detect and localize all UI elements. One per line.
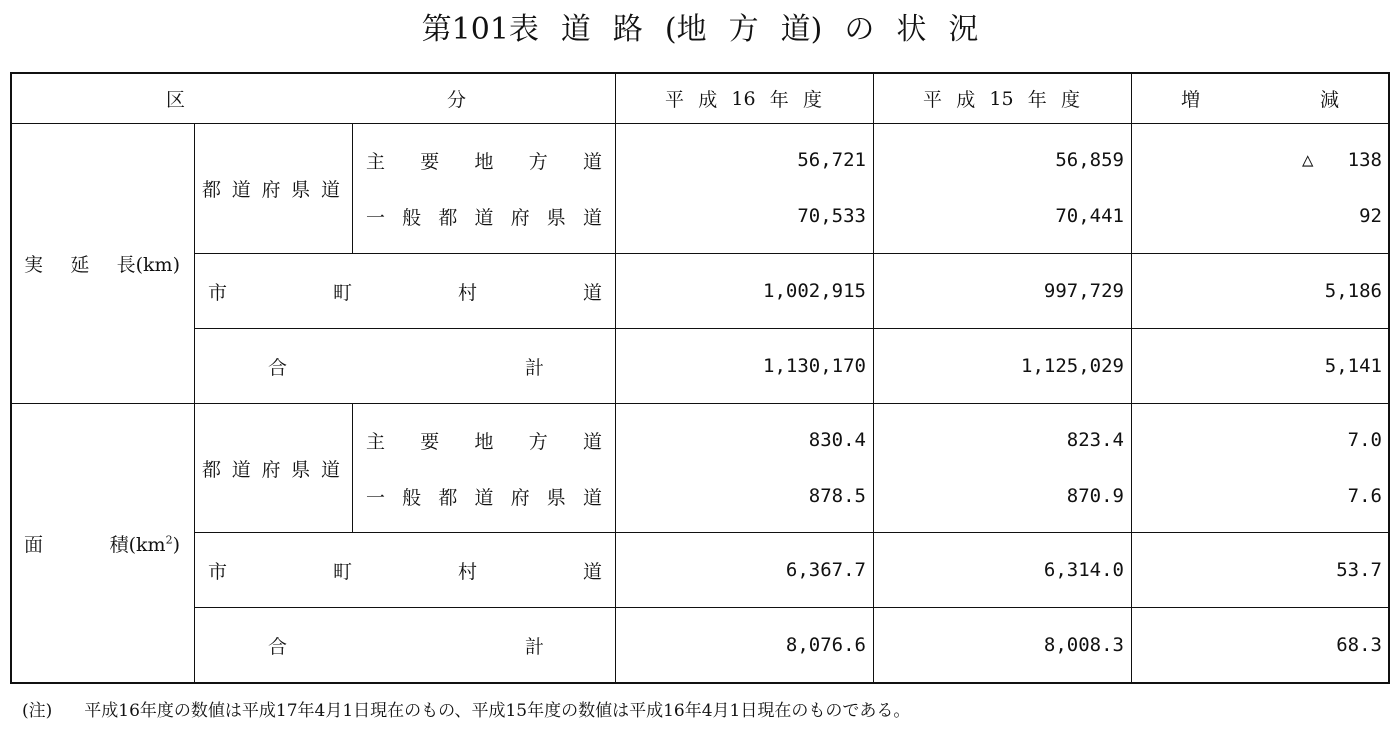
area-unit-close: ) — [172, 533, 180, 556]
table-cell-fy16: 6,367.7 — [785, 559, 866, 581]
label-char: 県 — [546, 486, 566, 509]
table-cell-change: 53.7 — [1336, 559, 1382, 581]
label-char: 道 — [582, 430, 602, 453]
general-prefectural-road-label — [366, 468, 602, 524]
title-char: 道) — [780, 12, 823, 47]
prefectural-road-label — [202, 404, 340, 532]
header-char: 度 — [1060, 89, 1080, 111]
page-title — [0, 4, 1400, 48]
label-char: 道 — [320, 458, 340, 481]
header-char: 成 — [698, 89, 718, 111]
label-char: 一 — [366, 486, 386, 509]
label-char: 方 — [528, 150, 548, 173]
label-char: 計 — [524, 635, 544, 658]
label-char: 道 — [474, 206, 494, 229]
label-char: 方 — [528, 430, 548, 453]
header-change — [1181, 74, 1339, 123]
column-divider — [352, 403, 353, 532]
label-char: 主 — [366, 430, 386, 453]
table-cell-fy15: 1,125,029 — [1021, 355, 1124, 377]
label-char: 道 — [582, 150, 602, 173]
label-char: 延 — [70, 254, 90, 276]
label-char: 府 — [261, 458, 281, 481]
header-char: 減 — [1319, 89, 1339, 111]
table-cell-change: 5,186 — [1324, 280, 1382, 302]
header-char: 増 — [1181, 89, 1201, 111]
label-char: 市 — [208, 281, 228, 304]
label-char: 道 — [582, 281, 602, 304]
road-statistics-table — [10, 72, 1390, 684]
table-cell-change: 68.3 — [1336, 634, 1382, 656]
label-char: 県 — [291, 179, 311, 201]
label-char: 都 — [202, 179, 222, 201]
header-char: 平 — [923, 89, 943, 111]
municipal-road-label — [208, 533, 602, 607]
table-cell-fy16: 830.4 — [808, 429, 866, 451]
table-cell-fy15: 70,441 — [1055, 205, 1124, 227]
label-char: 地 — [474, 430, 494, 453]
table-cell-change: 7.0 — [1347, 429, 1382, 451]
table-cell-fy16: 1,130,170 — [763, 355, 866, 377]
label-char: 面 — [24, 533, 44, 556]
header-char: 平 — [665, 89, 685, 111]
table-cell-fy16: 8,076.6 — [785, 634, 866, 656]
title-char: 道 — [560, 12, 591, 47]
label-char: 都 — [202, 458, 222, 481]
section-label-area — [24, 404, 180, 682]
table-cell-fy15: 8,008.3 — [1043, 634, 1124, 656]
label-char — [110, 530, 180, 557]
table-border — [1388, 72, 1390, 684]
title-char: 状 — [896, 12, 927, 47]
table-cell-fy15: 56,859 — [1055, 149, 1124, 171]
table-cell-fy16: 70,533 — [797, 205, 866, 227]
label-char: 道 — [582, 206, 602, 229]
label-char: 実 — [24, 254, 44, 276]
label-char: 道 — [582, 486, 602, 509]
label-char: 合 — [268, 635, 288, 658]
table-cell-change: 92 — [1359, 205, 1382, 227]
table-border — [10, 682, 1390, 684]
label-char: 村 — [457, 560, 477, 583]
label-char: 長(km) — [116, 254, 180, 276]
area-unit: 積(km — [109, 533, 166, 556]
column-divider — [352, 123, 353, 253]
title-char: 況 — [948, 12, 979, 47]
table-cell-change: 5,141 — [1324, 355, 1382, 377]
header-fy16 — [665, 74, 822, 123]
main-local-road-label — [366, 132, 602, 188]
title-char: 方 — [728, 12, 759, 47]
footnote-label: (注) — [22, 701, 53, 721]
header-char: 年 — [769, 89, 789, 111]
label-char: 道 — [474, 486, 494, 509]
title-char: の — [844, 12, 875, 47]
label-char: 地 — [474, 150, 494, 173]
table-cell-fy15: 870.9 — [1066, 485, 1124, 507]
label-char: 県 — [546, 206, 566, 229]
table-cell-change — [1132, 132, 1382, 188]
header-char: 16 — [731, 87, 756, 110]
label-char: 道 — [231, 179, 251, 201]
label-char: 一 — [366, 206, 386, 229]
label-char: 般 — [402, 486, 422, 509]
label-char: 府 — [510, 486, 530, 509]
label-char: 合 — [268, 356, 288, 379]
label-char: 主 — [366, 150, 386, 173]
change-value: 138 — [1347, 149, 1382, 171]
prefectural-road-label — [202, 124, 340, 253]
footnote — [22, 696, 910, 721]
label-char: 府 — [510, 206, 530, 229]
header-char: 分 — [446, 89, 466, 111]
table-border — [10, 72, 12, 684]
label-char: 府 — [261, 179, 281, 201]
footnote-text: 平成16年度の数値は平成17年4月1日現在のもの、平成15年度の数値は平成16年4月1日現在のものである。 — [84, 701, 911, 721]
table-number: 第101表 — [421, 12, 539, 47]
municipal-road-label — [208, 254, 602, 328]
label-char: 道 — [231, 458, 251, 481]
total-label — [268, 329, 544, 403]
area-unit-exponent: 2 — [165, 533, 173, 547]
table-cell-fy15: 6,314.0 — [1043, 559, 1124, 581]
title-char: (地 — [664, 12, 707, 47]
title-char: 路 — [612, 12, 643, 47]
table-cell-change: 7.6 — [1347, 485, 1382, 507]
main-local-road-label — [366, 412, 602, 468]
table-cell-fy16: 878.5 — [808, 485, 866, 507]
label-char: 都 — [438, 206, 458, 229]
label-char: 県 — [291, 458, 311, 481]
general-prefectural-road-label — [366, 188, 602, 244]
table-cell-fy15: 997,729 — [1043, 280, 1124, 302]
label-char: 町 — [332, 281, 352, 304]
header-char: 度 — [802, 89, 822, 111]
table-cell-fy16: 1,002,915 — [763, 280, 866, 302]
label-char: 町 — [332, 560, 352, 583]
column-divider — [194, 123, 195, 684]
total-label — [268, 608, 544, 682]
header-fy15 — [923, 74, 1080, 123]
table-cell-fy16: 56,721 — [797, 149, 866, 171]
label-char: 計 — [524, 356, 544, 379]
table-cell-fy15: 823.4 — [1066, 429, 1124, 451]
header-char: 成 — [956, 89, 976, 111]
label-char: 市 — [208, 560, 228, 583]
label-char: 般 — [402, 206, 422, 229]
label-char: 都 — [438, 486, 458, 509]
decrease-triangle-icon: △ — [1302, 149, 1314, 171]
label-char: 要 — [420, 150, 440, 173]
label-char: 道 — [582, 560, 602, 583]
label-char: 要 — [420, 430, 440, 453]
label-char: 村 — [457, 281, 477, 304]
header-char: 区 — [166, 89, 186, 111]
section-label-length — [24, 124, 180, 403]
header-char: 年 — [1027, 89, 1047, 111]
header-kubun — [166, 74, 466, 123]
header-char: 15 — [989, 87, 1014, 110]
label-char: 道 — [320, 179, 340, 201]
